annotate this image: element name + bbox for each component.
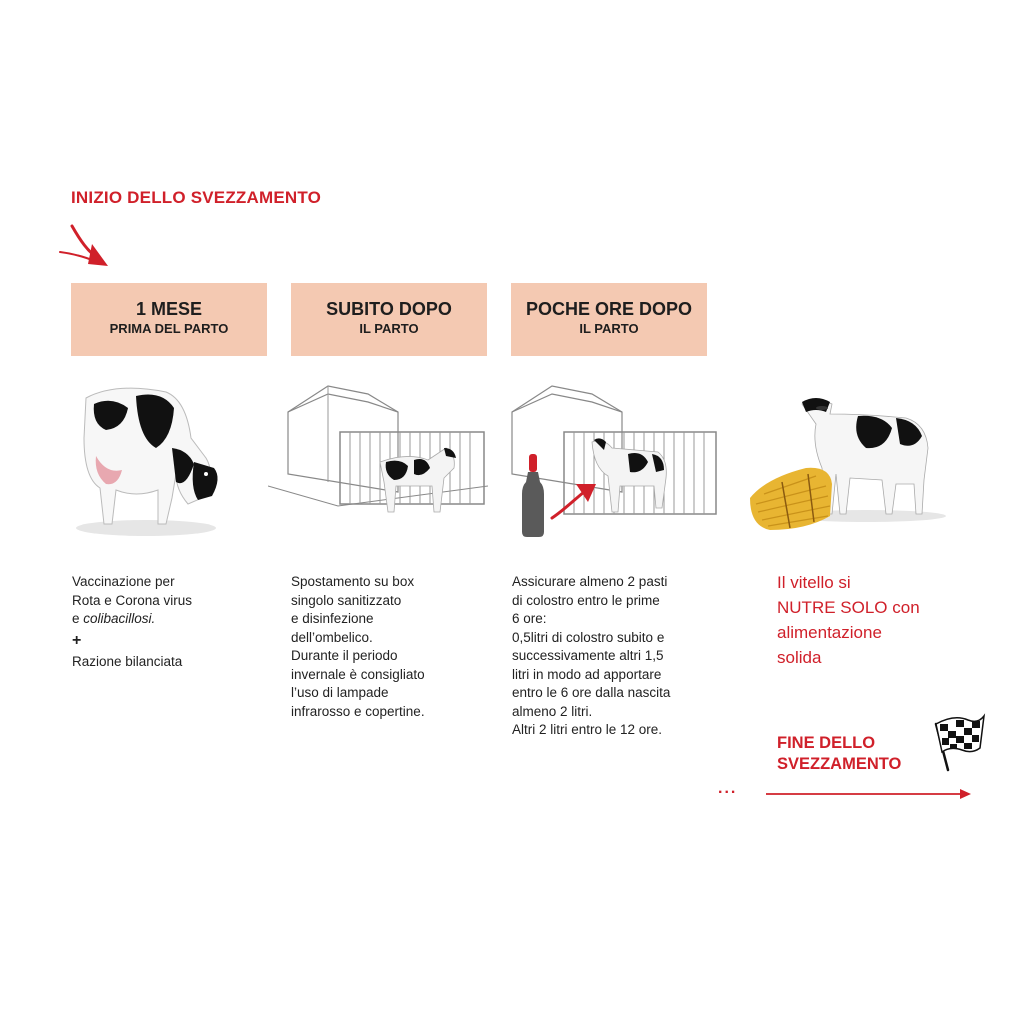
step3-description: [512, 573, 722, 740]
desc-italic: colibacillosi.: [83, 611, 156, 626]
dots-separator: ...: [718, 780, 738, 797]
checkered-flag-icon: [928, 712, 986, 772]
desc-line: Rota e Corona virus: [72, 592, 193, 608]
step-box-3: [511, 283, 707, 356]
desc-line: e disinfezione: [291, 611, 374, 626]
desc-line: di colostro entro le prime: [512, 592, 660, 608]
end-title-line: SVEZZAMENTO: [777, 755, 902, 773]
desc-line: entro le 6 ore dalla nascita: [512, 685, 671, 700]
step-subtitle: IL PARTO: [359, 321, 419, 336]
calf-pen-icon: [268, 382, 488, 522]
step-box-1: [71, 283, 267, 356]
start-title: INIZIO DELLO SVEZZAMENTO: [71, 188, 322, 207]
desc-line: Razione bilanciata: [72, 653, 183, 669]
step2-description: [291, 573, 491, 721]
desc-line: infrarosso e copertine.: [291, 703, 425, 719]
desc-line-prefix: e: [72, 611, 84, 626]
final-line: solida: [777, 648, 822, 667]
step1-description: [72, 573, 242, 671]
desc-line: [72, 610, 242, 629]
desc-line: Spostamento su box: [291, 574, 415, 589]
desc-line: Durante il periodo: [291, 648, 398, 663]
desc-line: almeno 2 litri.: [512, 703, 593, 719]
red-curved-arrow-icon: [58, 222, 118, 270]
desc-line: Assicurare almeno 2 pasti: [512, 574, 668, 589]
right-arrow-icon: [766, 786, 972, 802]
desc-line: 6 ore:: [512, 611, 547, 626]
desc-line: 0,5litri di colostro subito e: [512, 629, 665, 645]
desc-line: dell’ombelico.: [291, 629, 373, 645]
end-title-line: FINE DELLO: [777, 734, 876, 752]
desc-line: singolo sanitizzato: [291, 592, 402, 608]
step-title: SUBITO DOPO: [326, 299, 452, 319]
final-description: [777, 570, 977, 670]
plus-sign: +: [72, 631, 82, 649]
step-subtitle: PRIMA DEL PARTO: [109, 321, 229, 336]
step-title: 1 MESE: [135, 299, 203, 319]
desc-line: litri in modo ad apportare: [512, 666, 662, 682]
hay-bale-icon: [746, 464, 834, 532]
end-title: [777, 733, 901, 775]
desc-line: invernale è consigliato: [291, 666, 425, 682]
desc-line: l’uso di lampade: [291, 685, 389, 700]
desc-line: Altri 2 litri entro le 12 ore.: [512, 722, 663, 737]
final-line: alimentazione: [777, 623, 882, 642]
step-box-2: [291, 283, 487, 356]
desc-line: successivamente altri 1,5: [512, 648, 664, 663]
step-title: POCHE ORE DOPO: [525, 299, 693, 319]
final-line: NUTRE SOLO con: [777, 598, 920, 617]
final-line: Il vitello si: [777, 573, 851, 592]
milk-bottle-icon: [520, 454, 546, 538]
step-subtitle: IL PARTO: [579, 321, 639, 336]
red-curved-arrow-icon: [548, 480, 598, 522]
cow-icon: [76, 378, 226, 538]
desc-line: Vaccinazione per: [72, 574, 175, 589]
